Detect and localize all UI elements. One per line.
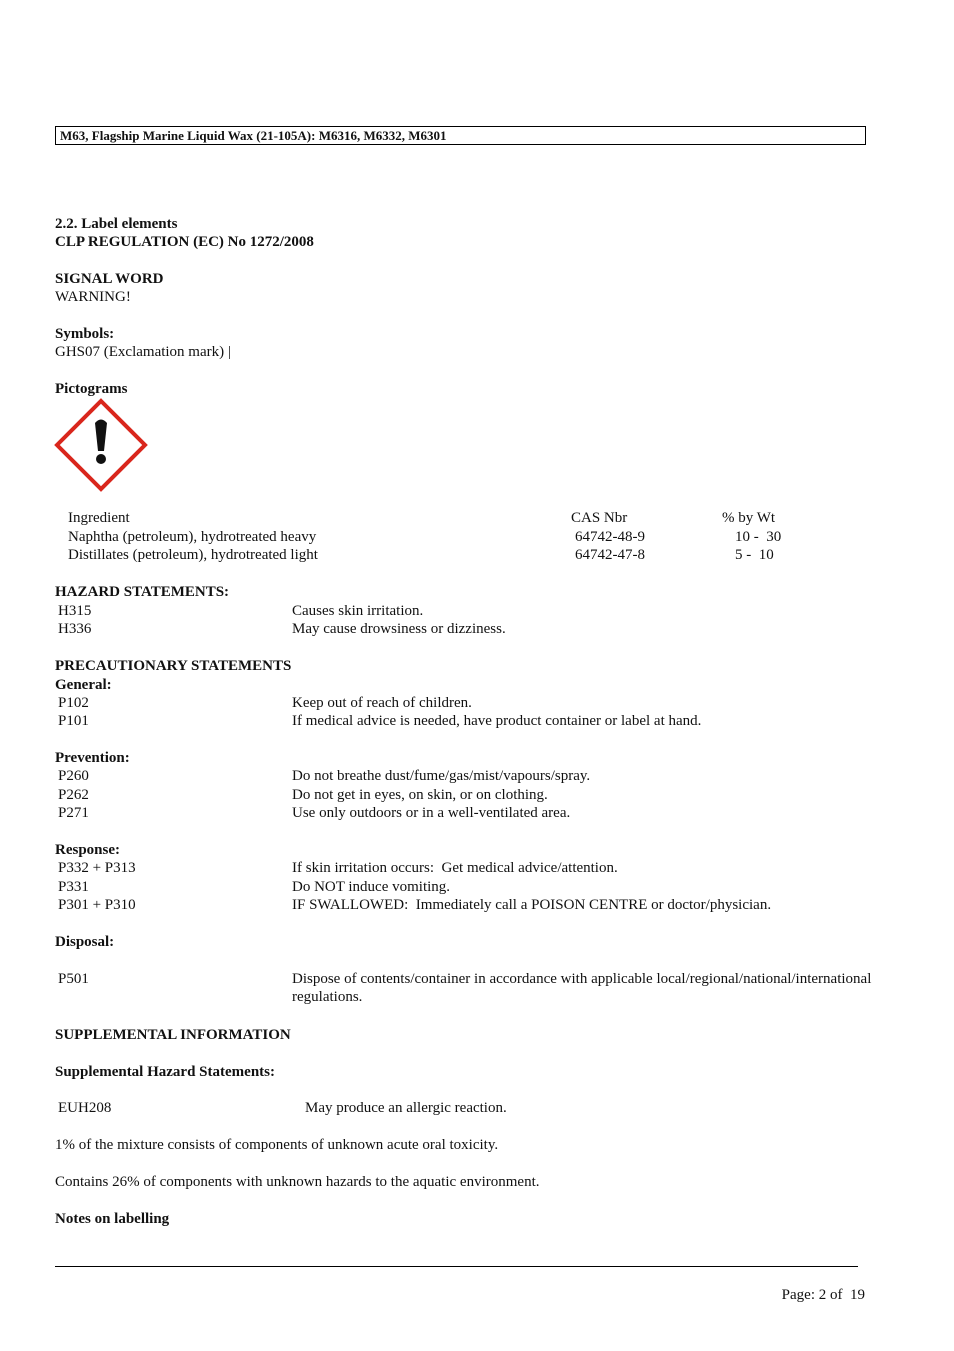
statement-code: P101: [58, 713, 89, 729]
statement-text: Causes skin irritation.: [292, 603, 424, 619]
supplemental-info-heading: SUPPLEMENTAL INFORMATION: [55, 1027, 291, 1043]
statement-code: P331: [58, 879, 89, 895]
document-header: [55, 126, 866, 145]
supplemental-hazard-heading: Supplemental Hazard Statements:: [55, 1064, 275, 1080]
statement-text: Use only outdoors or in a well-ventilated area.: [292, 805, 571, 821]
section-heading: 2.2. Label elements: [55, 216, 178, 232]
statement-text: May produce an allergic reaction.: [305, 1100, 507, 1116]
ingredient-weight: 5 - 10: [735, 547, 774, 563]
statement-code: H336: [58, 621, 92, 637]
statement-text: Keep out of reach of children.: [292, 695, 472, 711]
symbols-label: Symbols:: [55, 326, 115, 342]
statement-code: P102: [58, 695, 89, 711]
supplemental-note: 1% of the mixture consists of components of unknown acute oral toxicity.: [55, 1137, 499, 1153]
ghs07-exclamation-mark-icon: [54, 398, 148, 492]
statement-text: IF SWALLOWED: Immediately call a POISON CENTRE or doctor/physician.: [292, 897, 772, 913]
statement-text-continued: regulations.: [292, 989, 363, 1005]
footer-divider: [55, 1266, 858, 1267]
ingredient-header: Ingredient: [68, 510, 130, 526]
signal-word-value: WARNING!: [55, 289, 131, 305]
document-title: M63, Flagship Marine Liquid Wax (21-105A): M6316, M6332, M6301: [60, 128, 447, 143]
statement-code: H315: [58, 603, 92, 619]
supplemental-note: Contains 26% of components with unknown hazards to the aquatic environment.: [55, 1174, 540, 1190]
ingredient-weight: 10 - 30: [735, 529, 782, 545]
statement-text: Dispose of contents/container in accordance with applicable local/regional/national/international: [292, 971, 872, 987]
statement-code: P332 + P313: [58, 860, 136, 876]
ingredient-name: Distillates (petroleum), hydrotreated light: [68, 547, 318, 563]
statement-text: If skin irritation occurs: Get medical advice/attention.: [292, 860, 618, 876]
page-number: Page: 2 of 19: [781, 1287, 865, 1303]
weight-header: % by Wt: [722, 510, 776, 526]
statement-code: P271: [58, 805, 89, 821]
statement-text: May cause drowsiness or dizziness.: [292, 621, 506, 637]
regulation-heading: CLP REGULATION (EC) No 1272/2008: [55, 234, 314, 250]
hazard-statements-heading: HAZARD STATEMENTS:: [55, 584, 230, 600]
general-label: General:: [55, 677, 112, 693]
statement-code: P262: [58, 787, 89, 803]
statement-text: Do NOT induce vomiting.: [292, 879, 451, 895]
ingredient-name: Naphtha (petroleum), hydrotreated heavy: [68, 529, 317, 545]
ingredient-cas: 64742-48-9: [575, 529, 645, 545]
precautionary-statements-heading: PRECAUTIONARY STATEMENTS: [55, 658, 292, 674]
signal-word-label: SIGNAL WORD: [55, 271, 164, 287]
pictograms-label: Pictograms: [55, 381, 128, 397]
symbols-value: GHS07 (Exclamation mark) |: [55, 344, 231, 360]
statement-code: P260: [58, 768, 89, 784]
notes-on-labelling-heading: Notes on labelling: [55, 1211, 170, 1227]
statement-code: EUH208: [58, 1100, 112, 1116]
cas-header: CAS Nbr: [571, 510, 628, 526]
statement-text: If medical advice is needed, have product container or label at hand.: [292, 713, 702, 729]
disposal-label: Disposal:: [55, 934, 115, 950]
statement-text: Do not breathe dust/fume/gas/mist/vapours/spray.: [292, 768, 591, 784]
statement-text: Do not get in eyes, on skin, or on clothing.: [292, 787, 548, 803]
statement-code: P501: [58, 971, 89, 987]
response-label: Response:: [55, 842, 121, 858]
statement-code: P301 + P310: [58, 897, 136, 913]
prevention-label: Prevention:: [55, 750, 130, 766]
ingredient-cas: 64742-47-8: [575, 547, 645, 563]
